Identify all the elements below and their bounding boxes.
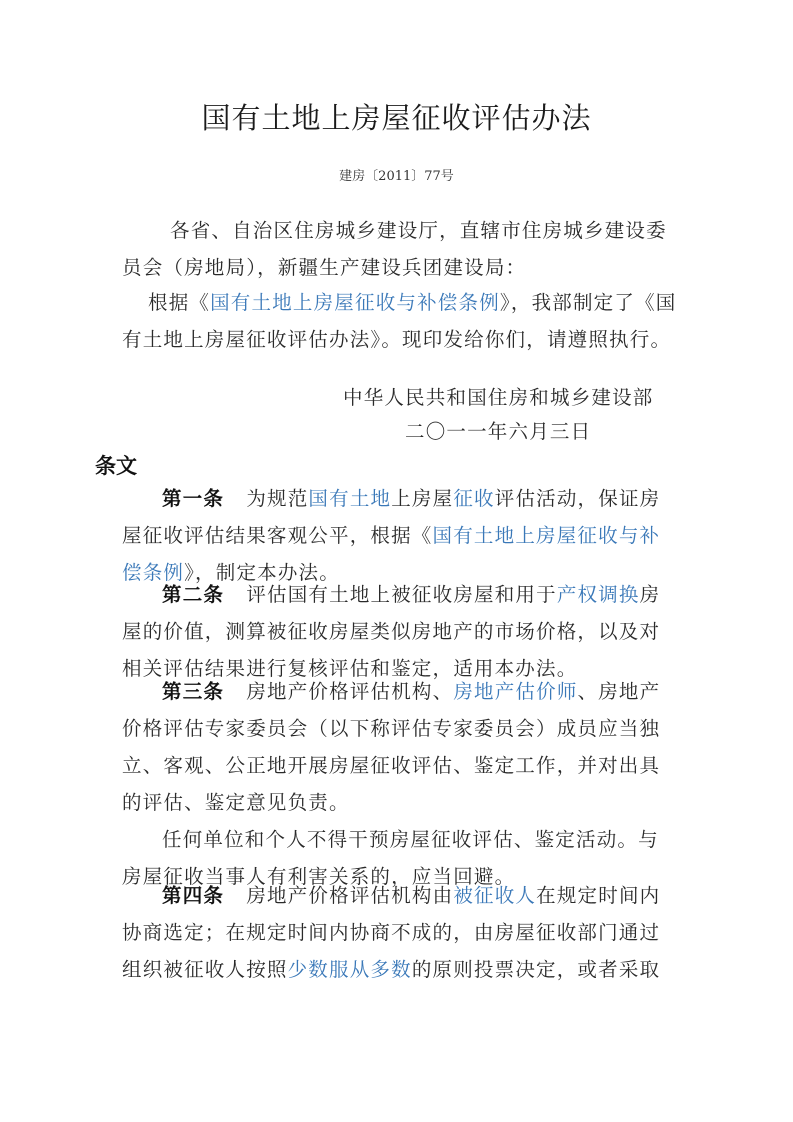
appraiser-link[interactable]: 房地产估价师 <box>453 680 578 703</box>
article-2-line-2: 屋的价值，测算被征收房屋类似房地产的市场价格，以及对 <box>122 620 661 643</box>
article-4-line-2: 协商选定；在规定时间内协商不成的，由房屋征收部门通过 <box>122 921 661 944</box>
article-text: 上房屋 <box>391 487 454 510</box>
addressee-paragraph <box>122 212 678 286</box>
intro-line-2: 有土地上房屋征收评估办法》。现印发给你们，请遵照执行。 <box>122 328 672 351</box>
issue-date: 二〇一一年六月三日 <box>405 420 592 443</box>
article-3-para-2-line-1: 任何单位和个人不得干预房屋征收评估、鉴定活动。与 <box>162 828 659 851</box>
section-heading: 条文 <box>95 454 137 478</box>
property-swap-link[interactable]: 产权调换 <box>556 583 640 606</box>
article-text: 房 <box>639 583 661 606</box>
article-3-line-4: 的评估、鉴定意见负责。 <box>122 791 350 814</box>
article-3-line-3: 立、客观、公正地开展房屋征收评估、鉴定工作，并对出具 <box>122 754 661 777</box>
document-title: 国有土地上房屋征收评估办法 <box>201 101 592 135</box>
article-3-heading: 第三条 <box>162 680 225 703</box>
addressee-line-2: 员会（房地局），新疆生产建设兵团建设局： <box>122 256 527 279</box>
article-3-line-2: 价格评估专家委员会（以下称评估专家委员会）成员应当独 <box>122 717 661 740</box>
intro-text: 》，我部制定了《国 <box>499 291 677 314</box>
article-3-para-2-line-2: 房屋征收当事人有利害关系的，应当回避。 <box>122 865 516 888</box>
article-4-line-3 <box>122 951 678 988</box>
article-2-heading: 第二条 <box>162 583 225 606</box>
article-text: 评估活动，保证房 <box>494 487 661 510</box>
article-1-heading: 第一条 <box>162 487 225 510</box>
article-text: 房地产价格评估机构、 <box>246 680 454 703</box>
addressee-line-1: 各省、自治区住房城乡建设厅，直辖市住房城乡建设委 <box>170 219 667 242</box>
article-2 <box>122 576 678 687</box>
article-text: 的原则投票决定，或者采取 <box>411 958 661 981</box>
regulation-link[interactable]: 国有土地上房屋征收与补 <box>432 524 661 547</box>
intro-paragraph <box>122 284 678 358</box>
article-text: 屋征收评估结果客观公平，根据《 <box>122 524 433 547</box>
article-4-heading: 第四条 <box>162 884 225 907</box>
regulation-link[interactable]: 国有土地上房屋征收与补偿条例 <box>210 291 500 314</box>
article-3 <box>122 673 678 895</box>
article-4-line-1 <box>122 877 678 914</box>
regulation-link[interactable]: 偿条例 <box>122 561 185 584</box>
article-1-line-2 <box>122 517 678 554</box>
article-2-line-1 <box>122 576 678 613</box>
article-text: 在规定时间内 <box>536 884 661 907</box>
article-3-line-1 <box>122 673 678 710</box>
article-1 <box>122 480 678 591</box>
article-text: 为规范 <box>246 487 309 510</box>
article-2-line-3: 相关评估结果进行复核评估和鉴定，适用本办法。 <box>122 657 578 680</box>
issuing-organization: 中华人民共和国住房和城乡建设部 <box>343 386 654 409</box>
expropriated-person-link[interactable]: 被征收人 <box>453 884 537 907</box>
article-4 <box>122 877 678 988</box>
intro-text: 根据《 <box>148 291 211 314</box>
expropriation-link[interactable]: 征收 <box>453 487 495 510</box>
majority-rule-link[interactable]: 少数服从多数 <box>287 958 412 981</box>
article-text: 、房地产 <box>577 680 661 703</box>
intro-line-1 <box>122 284 678 321</box>
article-text: 组织被征收人按照 <box>122 958 288 981</box>
document-number: 建房〔2011〕77号 <box>339 169 454 184</box>
article-text: 房地产价格评估机构由 <box>246 884 454 907</box>
article-text: 评估国有土地上被征收房屋和用于 <box>246 583 557 606</box>
state-land-link[interactable]: 国有土地 <box>308 487 392 510</box>
article-text: 》，制定本办法。 <box>184 561 340 584</box>
article-1-line-1 <box>122 480 678 517</box>
